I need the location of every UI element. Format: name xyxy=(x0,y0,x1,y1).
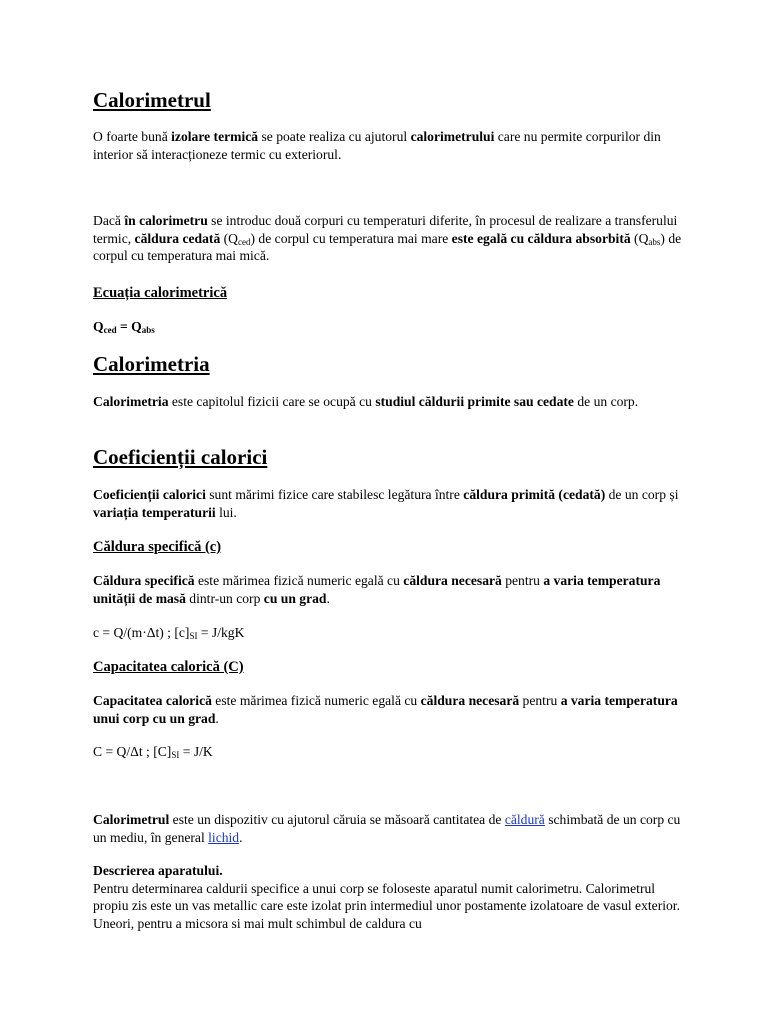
paragraph-caldura-specifica: Căldura specifică este mărimea fizică numeric egală cu căldura necesară pentru a varia temperatura unității de masă dintr-un corp cu un grad. xyxy=(93,573,661,606)
paragraph-descrierea-aparatului xyxy=(93,862,683,932)
heading-calorimetria: Calorimetria xyxy=(93,352,210,376)
paragraph-calorimetria: Calorimetria este capitolul fizicii care se ocupă cu studiul căldurii primite sau cedate de un corp. xyxy=(93,394,639,409)
equation-calorimetric: $Q_{ced} = Q_{abs}$ xyxy=(93,319,155,335)
descriere-title: Descrierea aparatului. xyxy=(93,863,223,878)
link-lichid[interactable]: lichid xyxy=(208,829,240,845)
heading-coeficientii-calorici: Coeficienții calorici xyxy=(93,445,268,469)
heading-ecuatia-calorimetrica: Ecuația calorimetrică xyxy=(93,285,228,301)
formula-capacitatea-calorica: C = Q/Δt ; $[C]_{SI} = J/K$ xyxy=(93,744,213,760)
paragraph-transfer-termic: Dacă în calorimetru se introduc două corpuri cu temperaturi diferite, în procesul de realizare a transferului termic, căldura cedată $(Q_{ced})$ de corpul cu temperatura mai mare este egală cu căldura absorbită $(Q_{abs})$ de corpul cu temperatura mai mică. xyxy=(93,213,682,264)
heading-caldura-specifica: Căldura specifică (c) xyxy=(93,539,222,555)
descriere-text: Pentru determinarea caldurii specifice a unui corp se foloseste aparatul numit calorimetru. Calorimetrul propiu zis este un vas metallic care este izolat prin intermediul unor postamente izolatoare de vasul exterior. Uneori, pentru a micsora si mai mult schimbul de caldura cu xyxy=(93,880,680,931)
paragraph-calorimetrul-dispozitiv: Calorimetrul este un dispozitiv cu ajutorul căruia se măsoară cantitatea de căldură schimbată de un corp cu un mediu, în general lichid. xyxy=(93,812,681,845)
formula-caldura-specifica: c = Q/(m·Δt) ; $[c]_{SI} = J/kgK$ xyxy=(93,625,245,641)
paragraph-izolare-termica: O foarte bună izolare termică se poate realiza cu ajutorul calorimetrului care nu permite corpurilor din interior să interacționeze termic cu exteriorul. xyxy=(93,129,661,162)
paragraph-coeficientii: Coeficienții calorici sunt mărimi fizice care stabilesc legătura între căldura primită (cedată) de un corp și variația temperaturii lui. xyxy=(93,487,679,520)
paragraph-capacitatea-calorica: Capacitatea calorică este mărimea fizică numeric egală cu căldura necesară pentru a varia temperatura unui corp cu un grad. xyxy=(93,693,678,726)
link-caldura[interactable]: căldură xyxy=(504,812,545,827)
heading-capacitatea-calorica: Capacitatea calorică (C) xyxy=(93,659,244,675)
heading-calorimetrul: Calorimetrul xyxy=(93,88,211,112)
